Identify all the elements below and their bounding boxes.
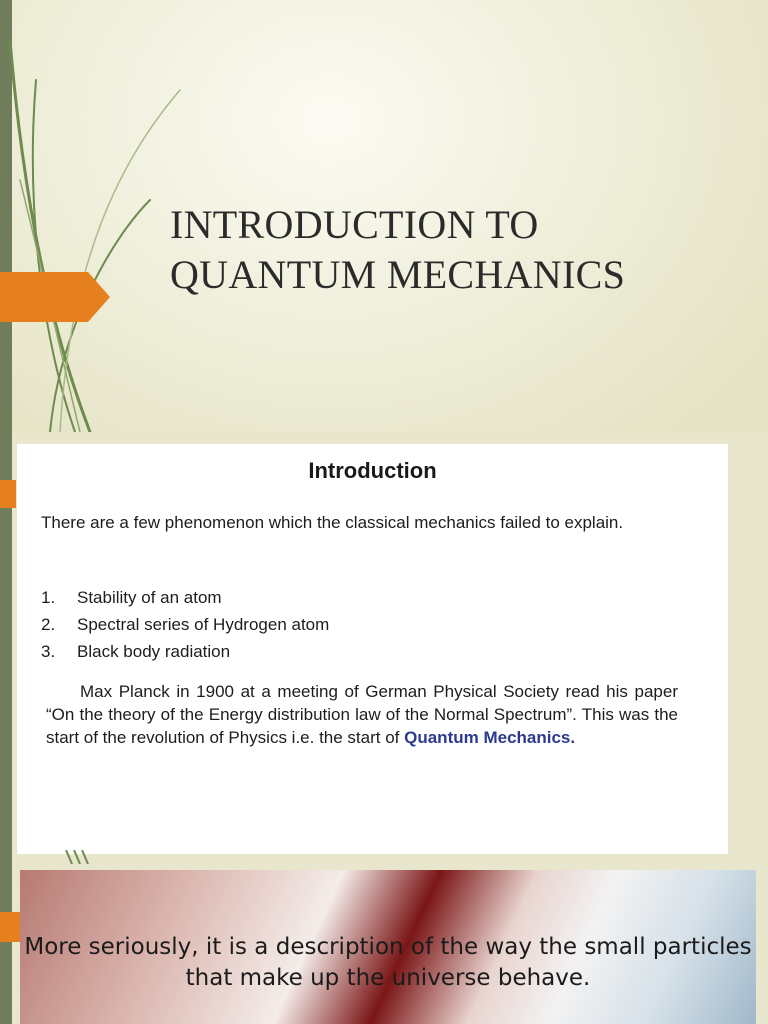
introduction-slide	[0, 432, 768, 864]
section-heading: Introduction	[308, 458, 437, 483]
quantum-mechanics-highlight: Quantum Mechanics.	[404, 728, 576, 747]
grass-decoration	[62, 850, 102, 864]
list-text: Spectral series of Hydrogen atom	[77, 615, 330, 634]
gradient-banner	[20, 870, 756, 1024]
list-text: Stability of an atom	[77, 588, 222, 607]
list-item	[41, 611, 329, 638]
intro-text: There are a few phenomenon which the classical mechanics failed to explain.	[41, 513, 624, 532]
content-card	[17, 444, 728, 854]
planck-paragraph	[46, 680, 678, 749]
title-line-1: INTRODUCTION TO	[170, 202, 539, 247]
banner-text: More seriously, it is a description of the way the small particles that make up the universe behave.	[24, 934, 752, 991]
slide-title	[170, 200, 625, 300]
orange-tab	[0, 480, 16, 508]
orange-arrow-tab	[0, 272, 110, 322]
list-item	[41, 638, 329, 665]
list-text: Black body radiation	[77, 642, 231, 661]
list-number: 2.	[41, 615, 56, 634]
list-number: 3.	[41, 642, 56, 661]
list-item	[41, 584, 329, 611]
title-line-2: QUANTUM MECHANICS	[170, 252, 626, 297]
title-slide	[0, 0, 768, 432]
list-number: 1.	[41, 588, 56, 607]
phenomena-list	[41, 584, 329, 665]
orange-tab	[0, 912, 20, 942]
paragraph-text: Max Planck in 1900 at a meeting of German Physical Society read his paper “On the theory of the Energy distribution law of the Normal Spectrum”. This was the start of the revolution of Physics i.e. the start of	[46, 682, 678, 747]
description-slide	[0, 864, 768, 1024]
left-rail	[0, 864, 12, 1024]
